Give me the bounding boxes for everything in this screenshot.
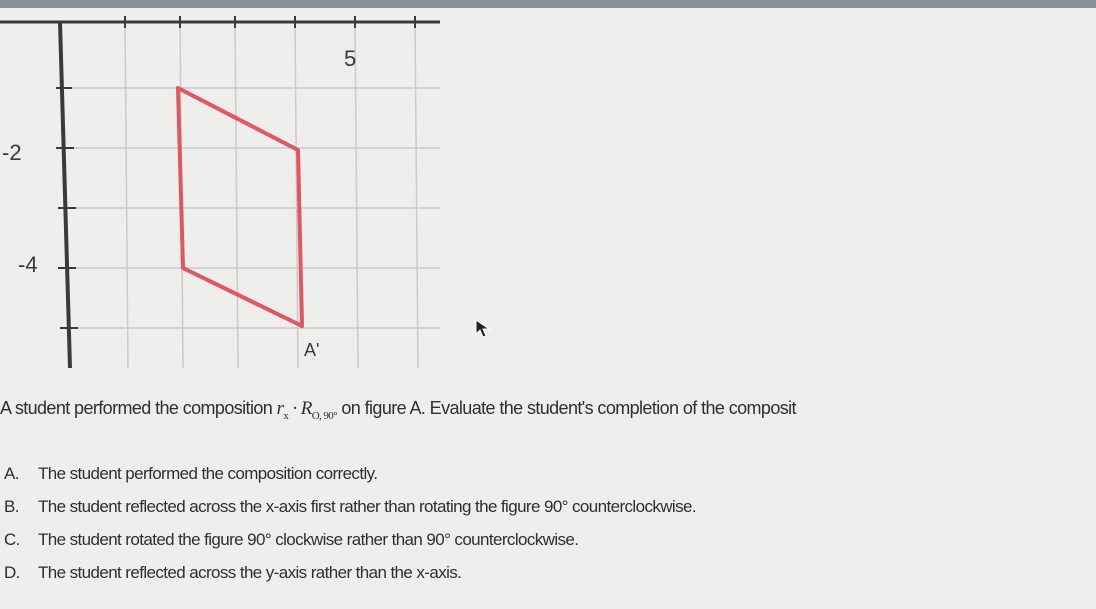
choice-b[interactable] [0, 497, 696, 517]
composition-notation [276, 398, 337, 422]
y-tick-label: -4 [18, 252, 38, 277]
choice-text: The student reflected across the y-axis rather than the x-axis. [38, 563, 462, 582]
choice-letter: D. [4, 563, 20, 582]
question-suffix: on figure A. Evaluate the student's completion of the composit [337, 398, 796, 418]
figure-a-prime [178, 88, 302, 326]
question-text [0, 398, 1096, 422]
question-prefix: A student performed the composition [0, 398, 277, 418]
figure-label: A' [304, 340, 320, 360]
reflection-subscript: x [283, 409, 289, 422]
grid-line-vertical [235, 18, 238, 368]
choice-text: The student reflected across the x-axis first rather than rotating the figure 90° counterclockwise. [38, 497, 696, 516]
composition-operator: · [288, 398, 301, 419]
grid-line-vertical [415, 18, 418, 368]
rotation-symbol: R [300, 398, 312, 419]
choice-letter: B. [4, 497, 19, 516]
choice-text: The student performed the composition correctly. [38, 464, 378, 483]
choice-letter: C. [4, 530, 20, 549]
y-tick-label: -2 [2, 140, 22, 165]
choice-letter: A. [4, 464, 19, 483]
x-tick-label: 5 [344, 46, 357, 71]
choice-text: The student rotated the figure 90° clockwise rather than 90° counterclockwise. [38, 530, 579, 549]
y-axis [60, 22, 70, 368]
coordinate-graph [0, 0, 460, 380]
rotation-subscript: O, 90° [311, 409, 337, 422]
choice-c[interactable] [0, 530, 578, 550]
choice-d[interactable] [0, 563, 461, 583]
mouse-pointer-icon [474, 318, 492, 340]
choice-a[interactable] [0, 464, 377, 484]
reflection-symbol: r [276, 398, 284, 419]
grid-line-vertical [125, 18, 128, 368]
